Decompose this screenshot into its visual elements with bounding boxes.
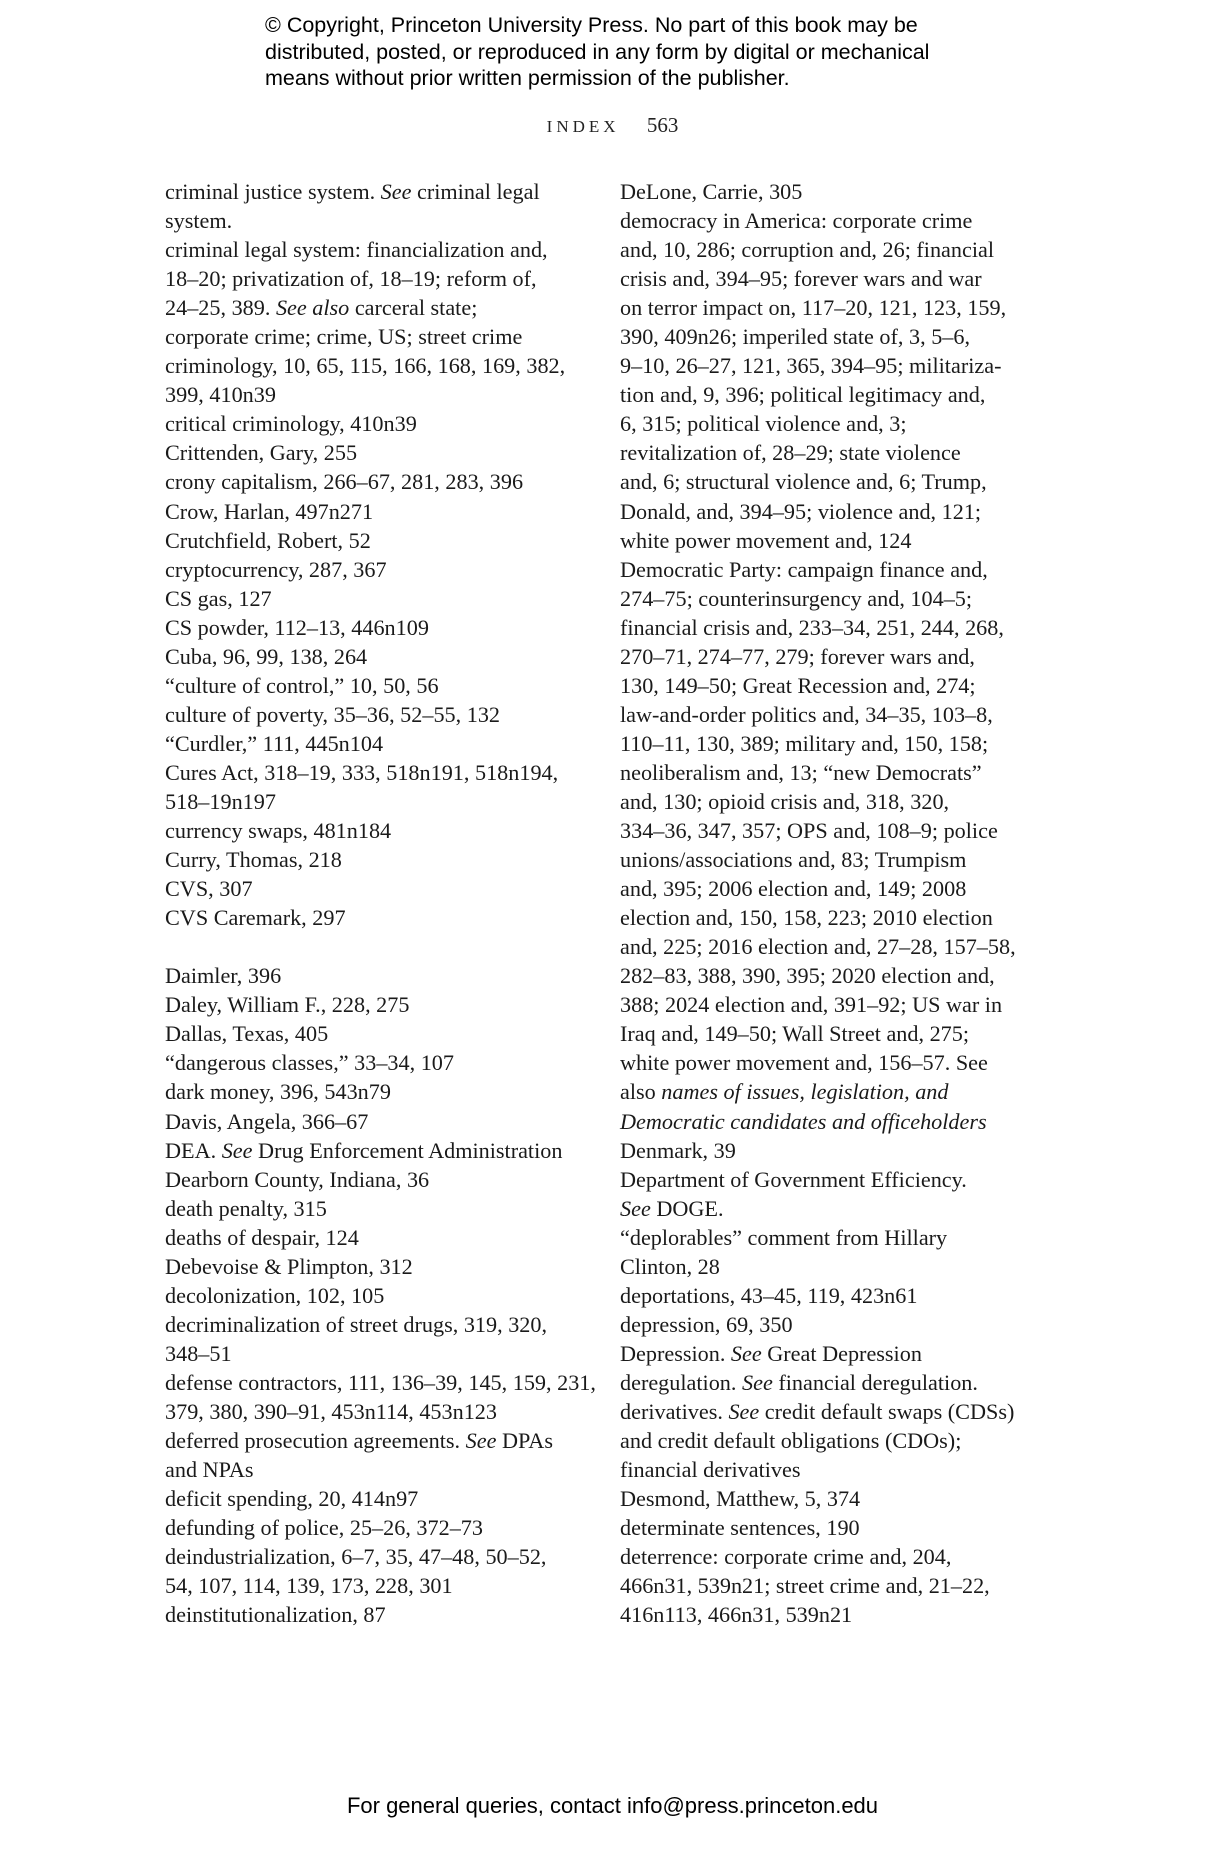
index-entry: Crow, Harlan, 497n271 — [165, 498, 374, 524]
index-entry: crony capitalism, 266–67, 281, 283, 396 — [165, 469, 524, 495]
index-entry: criminal justice system. See criminal legal system. — [165, 179, 540, 234]
index-entry: Desmond, Matthew, 5, 374 — [620, 1486, 861, 1512]
index-entry: Debevoise & Plimpton, 312 — [165, 1253, 413, 1279]
copyright-notice — [265, 12, 985, 92]
index-entry: Davis, Angela, 366–67 — [165, 1108, 369, 1134]
index-entry: defense contractors, 111, 136–39, 145, 159, 231, 379, 380, 390–91, 453n114, 453n123 — [165, 1369, 596, 1424]
index-entry: Dearborn County, Indiana, 36 — [165, 1166, 430, 1192]
index-entry: deindustrialization, 6–7, 35, 47–48, 50–52, 54, 107, 114, 139, 173, 228, 301 — [165, 1544, 547, 1599]
index-entry: deferred prosecution agreements. See DPAs and NPAs — [165, 1428, 553, 1483]
page-number: 563 — [646, 113, 679, 137]
index-entry: dark money, 396, 543n79 — [165, 1079, 391, 1105]
index-entry: depression, 69, 350 — [620, 1311, 793, 1337]
index-entry: determinate sentences, 190 — [620, 1515, 860, 1541]
index-entry: deaths of despair, 124 — [165, 1224, 359, 1250]
index-entry: “culture of control,” 10, 50, 56 — [165, 672, 439, 698]
index-entry: Daimler, 396 — [165, 963, 282, 989]
index-entry: CS powder, 112–13, 446n109 — [165, 614, 429, 640]
index-entry: decolonization, 102, 105 — [165, 1282, 385, 1308]
index-entry: criminology, 10, 65, 115, 166, 168, 169, 382, 399, 410n39 — [165, 353, 566, 408]
index-entry: DeLone, Carrie, 305 — [620, 179, 803, 204]
index-entry: “dangerous classes,” 33–34, 107 — [165, 1050, 454, 1076]
index-entry: CVS, 307 — [165, 876, 253, 902]
index-entry: critical criminology, 410n39 — [165, 411, 417, 437]
index-entry: “Curdler,” 111, 445n104 — [165, 730, 384, 756]
running-head — [0, 112, 1225, 140]
index-entry: derivatives. See credit default swaps (CDSs) and credit default obligations (CDOs); financial derivatives — [620, 1398, 1015, 1483]
index-entry: deficit spending, 20, 414n97 — [165, 1486, 419, 1512]
index-entry: Dallas, Texas, 405 — [165, 1021, 329, 1047]
index-entry: Democratic Party: campaign finance and, 274–75; counterinsurgency and, 104–5; financial crisis and, 233–34, 251, 244, 268, 270–71, 274–77, 279; forever wars and, 130, 149–50; Great Recession and, 274; law-and-order politics and, 34–35, 103–8, 110–11, 130, 389; military and, 150, 158; neoliberalism and, 13; “new Democrats” and, 130; opioid crisis and, 318, 320, 334–36, 347, 357; OPS and, 108–9; police unions/associations and, 83; Trumpism and, 395; 2006 election and, 149; 2008 election and, 150, 158, 223; 2010 election and, 225; 2016 election and, 27–28, 157–58, 282–83, 388, 390, 395; 2020 election and, 388; 2024 election and, 391–92; US war in Iraq and, 149–50; Wall Street and, 275; white power movement and, 156–57. See also names of issues, legislation, and Democratic candidates and officeholders — [620, 556, 1016, 1134]
footer-contact: For general queries, contact info@press.princeton.edu — [346, 1793, 879, 1818]
index-entry: Cures Act, 318–19, 333, 518n191, 518n194, 518–19n197 — [165, 759, 559, 814]
index-entry: deterrence: corporate crime and, 204, 466n31, 539n21; street crime and, 21–22, 416n113, 466n31, 539n21 — [620, 1544, 990, 1628]
index-entry: “deplorables” comment from Hillary Clinton, 28 — [620, 1224, 948, 1279]
index-entry: currency swaps, 481n184 — [165, 818, 392, 844]
copyright-line: © Copyright, Princeton University Press. No part of this book may be — [265, 13, 918, 37]
running-head-section: INDEX — [546, 117, 620, 136]
index-entry: Denmark, 39 — [620, 1137, 736, 1163]
index-entry: Crittenden, Gary, 255 — [165, 440, 358, 466]
index-entry: criminal legal system: financialization and, 18–20; privatization of, 18–19; reform of, 24–25, 389. See also carceral state; corporate crime; crime, US; street crime — [165, 237, 548, 350]
index-entry: CS gas, 127 — [165, 585, 272, 611]
index-entry: DEA. See Drug Enforcement Administration — [165, 1137, 563, 1163]
index-entry: death penalty, 315 — [165, 1195, 327, 1221]
index-entry: Crutchfield, Robert, 52 — [165, 527, 371, 553]
index-entry: culture of poverty, 35–36, 52–55, 132 — [165, 701, 501, 727]
index-entry: Curry, Thomas, 218 — [165, 847, 342, 873]
index-entry: democracy in America: corporate crime and, 10, 286; corruption and, 26; financial crisis and, 394–95; forever wars and war on terror impact on, 117–20, 121, 123, 159, 390, 409n26; imperiled state of, 3, 5–6, 9–10, 26–27, 121, 365, 394–95; militariza- tion and, 9, 396; political legitimacy and, 6, 315; political violence and, 3; revitalization of, 28–29; state violence and, 6; structural violence and, 6; Trump, Donald, and, 394–95; violence and, 121; white power movement and, 124 — [620, 208, 1007, 553]
index-entry: Department of Government Efficiency. See DOGE. — [620, 1166, 967, 1221]
letter-section-gap — [165, 932, 585, 961]
index-column-right — [620, 177, 1040, 1629]
index-entry: Depression. See Great Depression — [620, 1340, 922, 1366]
index-entry: deinstitutionalization, 87 — [165, 1602, 386, 1628]
index-entry: CVS Caremark, 297 — [165, 905, 346, 931]
index-entry: deportations, 43–45, 119, 423n61 — [620, 1282, 918, 1308]
copyright-line: means without prior written permission of the publisher. — [265, 66, 790, 90]
copyright-line: distributed, posted, or reproduced in any form by digital or mechanical — [265, 39, 930, 64]
index-entry: defunding of police, 25–26, 372–73 — [165, 1515, 483, 1541]
index-entry: decriminalization of street drugs, 319, 320, 348–51 — [165, 1311, 548, 1366]
index-entry: deregulation. See financial deregulation. — [620, 1369, 978, 1395]
index-entry: cryptocurrency, 287, 367 — [165, 556, 387, 582]
index-entry: Cuba, 96, 99, 138, 264 — [165, 643, 368, 669]
index-entry: Daley, William F., 228, 275 — [165, 992, 410, 1018]
index-column-left — [165, 177, 596, 1629]
